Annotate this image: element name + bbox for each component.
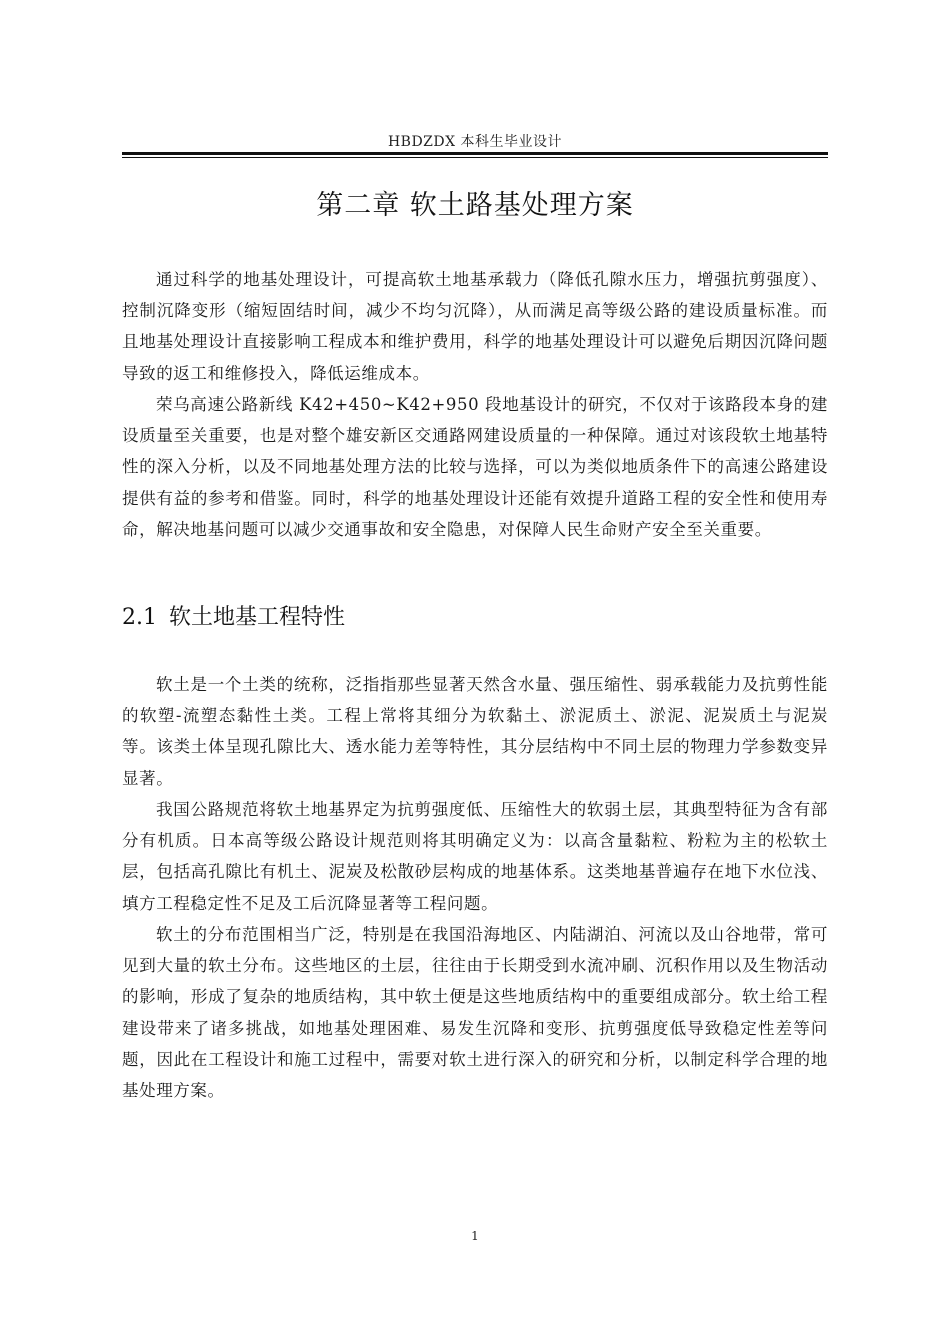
page-number: 1 <box>471 1229 479 1243</box>
header-rule-thin <box>122 157 828 158</box>
intro-paragraph-2: 荣乌高速公路新线 K42+450~K42+950 段地基设计的研究，不仅对于该路段本身的建设质量至关重要，也是对整个雄安新区交通路网建设质量的一种保障。通过对该段软土地基特性的深入分析，以及不同地基处理方法的比较与选择，可以为类似地质条件下的高速公路建设提供有益的参考和借鉴。同时，科学的地基处理设计还能有效提升道路工程的安全性和使用寿命，解决地基问题可以减少交通事故和安全隐患，对保障人民生命财产安全至关重要。 <box>122 395 828 539</box>
chapter-title: 第二章 软土路基处理方案 <box>316 190 634 221</box>
section-paragraph-3: 软土的分布范围相当广泛，特别是在我国沿海地区、内陆湖泊、河流以及山谷地带，常可见到大量的软土分布。这些地区的土层，往往由于长期受到水流冲刷、沉积作用以及生物活动的影响，形成了复杂的地质结构，其中软土便是这些地质结构中的重要组成部分。软土给工程建设带来了诸多挑战，如地基处理困难、易发生沉降和变形、抗剪强度低导致稳定性差等问题，因此在工程设计和施工过程中，需要对软土进行深入的研究和分析，以制定科学合理的地基处理方案。 <box>122 925 828 1101</box>
section-heading <box>122 600 828 636</box>
running-header: HBDZDX 本科生毕业设计 <box>387 134 563 150</box>
section-paragraph-2: 我国公路规范将软土地基界定为抗剪强度低、压缩性大的软弱土层，其典型特征为含有部分有机质。日本高等级公路设计规范则将其明确定义为：以高含量黏粒、粉粒为主的松软土层，包括高孔隙比有机土、泥炭及松散砂层构成的地基体系。这类地基普遍存在地下水位浅、填方工程稳定性不足及工后沉降显著等工程问题。 <box>122 800 828 913</box>
intro-paragraph-1: 通过科学的地基处理设计，可提高软土地基承载力（降低孔隙水压力，增强抗剪强度）、控制沉降变形（缩短固结时间，减少不均匀沉降），从而满足高等级公路的建设质量标准。而且地基处理设计直接影响工程成本和维护费用，科学的地基处理设计可以避免后期因沉降问题导致的返工和维修投入，降低运维成本。 <box>122 270 828 383</box>
section-paragraph-1: 软土是一个土类的统称，泛指指那些显著天然含水量、强压缩性、弱承载能力及抗剪性能的软塑-流塑态黏性土类。工程上常将其细分为软黏土、淤泥质土、淤泥、泥炭质土与泥炭等。该类土体呈现孔隙比大、透水能力差等特性，其分层结构中不同土层的物理力学参数变异显著。 <box>122 675 828 788</box>
section-title-text: 软土地基工程特性 <box>169 605 346 630</box>
header-rule-thick <box>122 152 828 155</box>
section-number: 2.1 <box>122 605 157 630</box>
